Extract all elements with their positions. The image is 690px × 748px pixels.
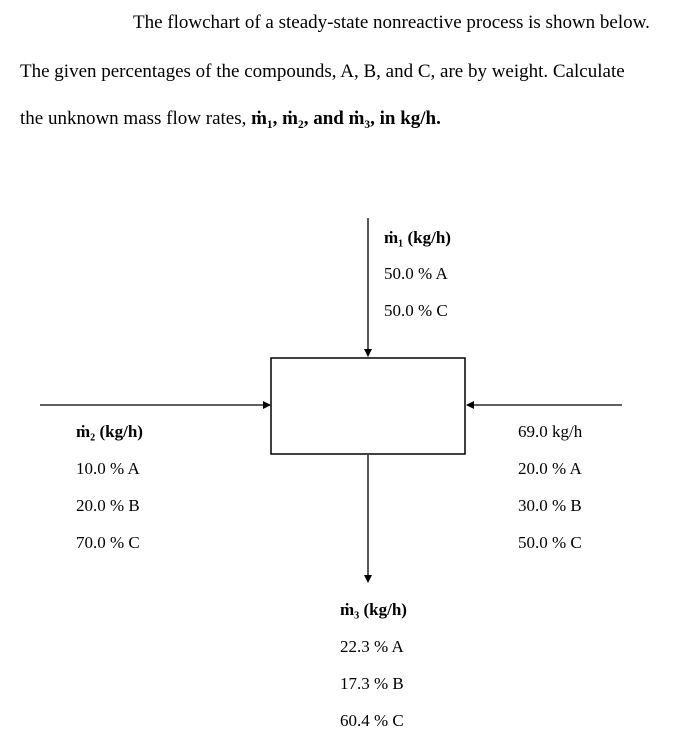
- stream-bottom-name: ṁ₃ (kg/h): [340, 600, 407, 619]
- problem-line-3-bold: ṁ₁, ṁ₂, and ṁ₃, in kg/h.: [251, 108, 441, 129]
- stream-right-comp-2: 30.0 % B: [518, 496, 582, 515]
- process-unit-box: [271, 358, 465, 454]
- stream-left-comp-1: 10.0 % A: [76, 459, 140, 478]
- stream-bottom-comp-3: 60.4 % C: [340, 711, 404, 730]
- stream-bottom-comp-2: 17.3 % B: [340, 674, 404, 693]
- stream-top-comp-1: 50.0 % A: [384, 264, 448, 283]
- stream-top-comp-2: 50.0 % C: [384, 301, 448, 320]
- stream-left-comp-2: 20.0 % B: [76, 496, 140, 515]
- stream-left-name: ṁ₂ (kg/h): [76, 422, 143, 441]
- problem-line-3-prefix: the unknown mass flow rates,: [20, 108, 252, 129]
- problem-line-1: The flowchart of a steady-state nonreactive process is shown below.: [133, 12, 650, 33]
- stream-right-name: 69.0 kg/h: [518, 422, 583, 441]
- stream-bottom-comp-1: 22.3 % A: [340, 637, 404, 656]
- stream-right-comp-1: 20.0 % A: [518, 459, 582, 478]
- stream-right-comp-3: 50.0 % C: [518, 533, 582, 552]
- problem-line-2: The given percentages of the compounds, A, B, and C, are by weight. Calculate: [20, 61, 625, 82]
- stream-top-name: ṁ₁ (kg/h): [384, 228, 451, 247]
- stream-left-comp-3: 70.0 % C: [76, 533, 140, 552]
